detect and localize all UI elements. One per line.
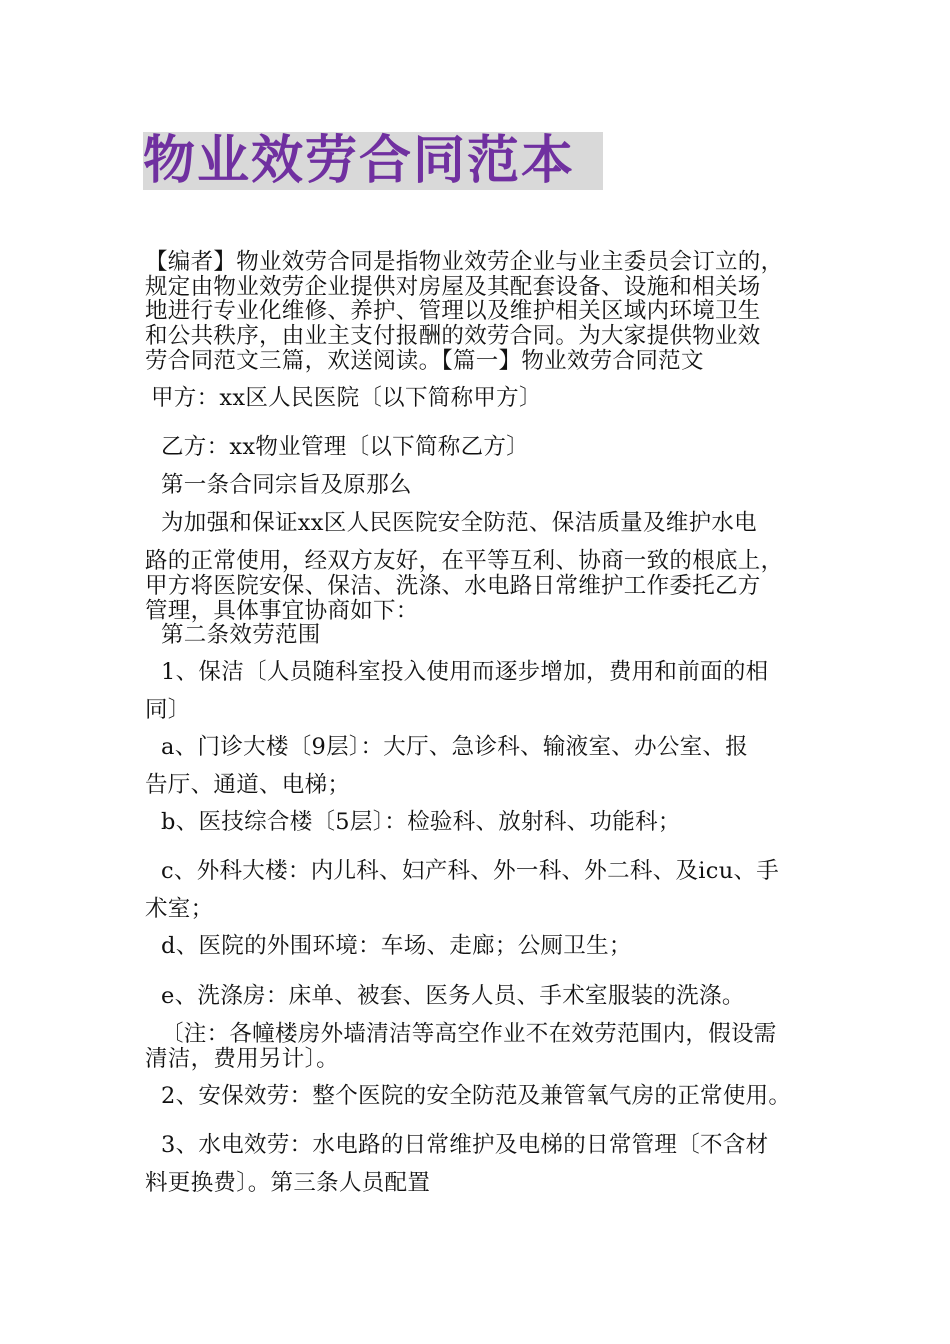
paragraph-line: 1、保洁〔人员随科室投入使用而逐步增加，费用和前面的相 <box>161 659 769 685</box>
paragraph-line: d、医院的外围环境：车场、走廊；公厕卫生； <box>161 933 632 959</box>
paragraph-line: 2、安保效劳：整个医院的安全防范及兼管氧气房的正常使用。 <box>161 1083 792 1109</box>
paragraph-line: 地进行专业化维修、养护、管理以及维护相关区域内环境卫生 <box>145 298 761 324</box>
document-title: 物业效劳合同范本 <box>143 132 603 190</box>
paragraph-line: 同〕 <box>145 697 191 723</box>
paragraph-line: 规定由物业效劳企业提供对房屋及其配套设备、设施和相关场 <box>145 274 761 300</box>
paragraph-line: 告厅、通道、电梯； <box>145 772 351 798</box>
paragraph-line: 和公共秩序，由业主支付报酬的效劳合同。为大家提供物业效 <box>145 323 761 349</box>
paragraph-line: 3、水电效劳：水电路的日常维护及电梯的日常管理〔不含材 <box>161 1132 769 1158</box>
paragraph-line: 〔注：各幢楼房外墙清洁等高空作业不在效劳范围内，假设需 <box>161 1021 777 1047</box>
paragraph-line: 劳合同范文三篇，欢送阅读。【篇一】物业效劳合同范文 <box>145 348 704 374</box>
paragraph-line: 第二条效劳范围 <box>161 622 321 648</box>
paragraph-line: 清洁，费用另计〕。 <box>145 1046 339 1072</box>
paragraph-line: a、门诊大楼〔9层〕：大厅、急诊科、输液室、办公室、报 <box>161 734 749 760</box>
paragraph-line: 术室； <box>145 896 214 922</box>
paragraph-line: b、医技综合楼〔5层〕：检验科、放射科、功能科； <box>161 809 681 835</box>
paragraph-line: 乙方：xx物业管理〔以下简称乙方〕 <box>161 434 529 460</box>
paragraph-line: 管理，具体事宜协商如下： <box>145 598 419 624</box>
paragraph-line: 甲方将医院安保、保洁、洗涤、水电路日常维护工作委托乙方 <box>145 573 761 599</box>
paragraph-line: 甲方：xx区人民医院〔以下简称甲方〕 <box>151 385 542 411</box>
paragraph-line: 路的正常使用，经双方友好，在平等互利、协商一致的根底上， <box>145 548 784 574</box>
paragraph-line: 【编者】物业效劳合同是指物业效劳企业与业主委员会订立的， <box>145 249 784 275</box>
paragraph-line: 第一条合同宗旨及原那么 <box>161 472 412 498</box>
paragraph-line: e、洗涤房：床单、被套、医务人员、手术室服装的洗涤。 <box>161 983 745 1009</box>
paragraph-line: c、外科大楼：内儿科、妇产科、外一科、外二科、及icu、手 <box>161 858 780 884</box>
paragraph-line: 为加强和保证xx区人民医院安全防范、保洁质量及维护水电 <box>161 510 757 536</box>
paragraph-line: 料更换费〕。第三条人员配置 <box>145 1170 431 1196</box>
